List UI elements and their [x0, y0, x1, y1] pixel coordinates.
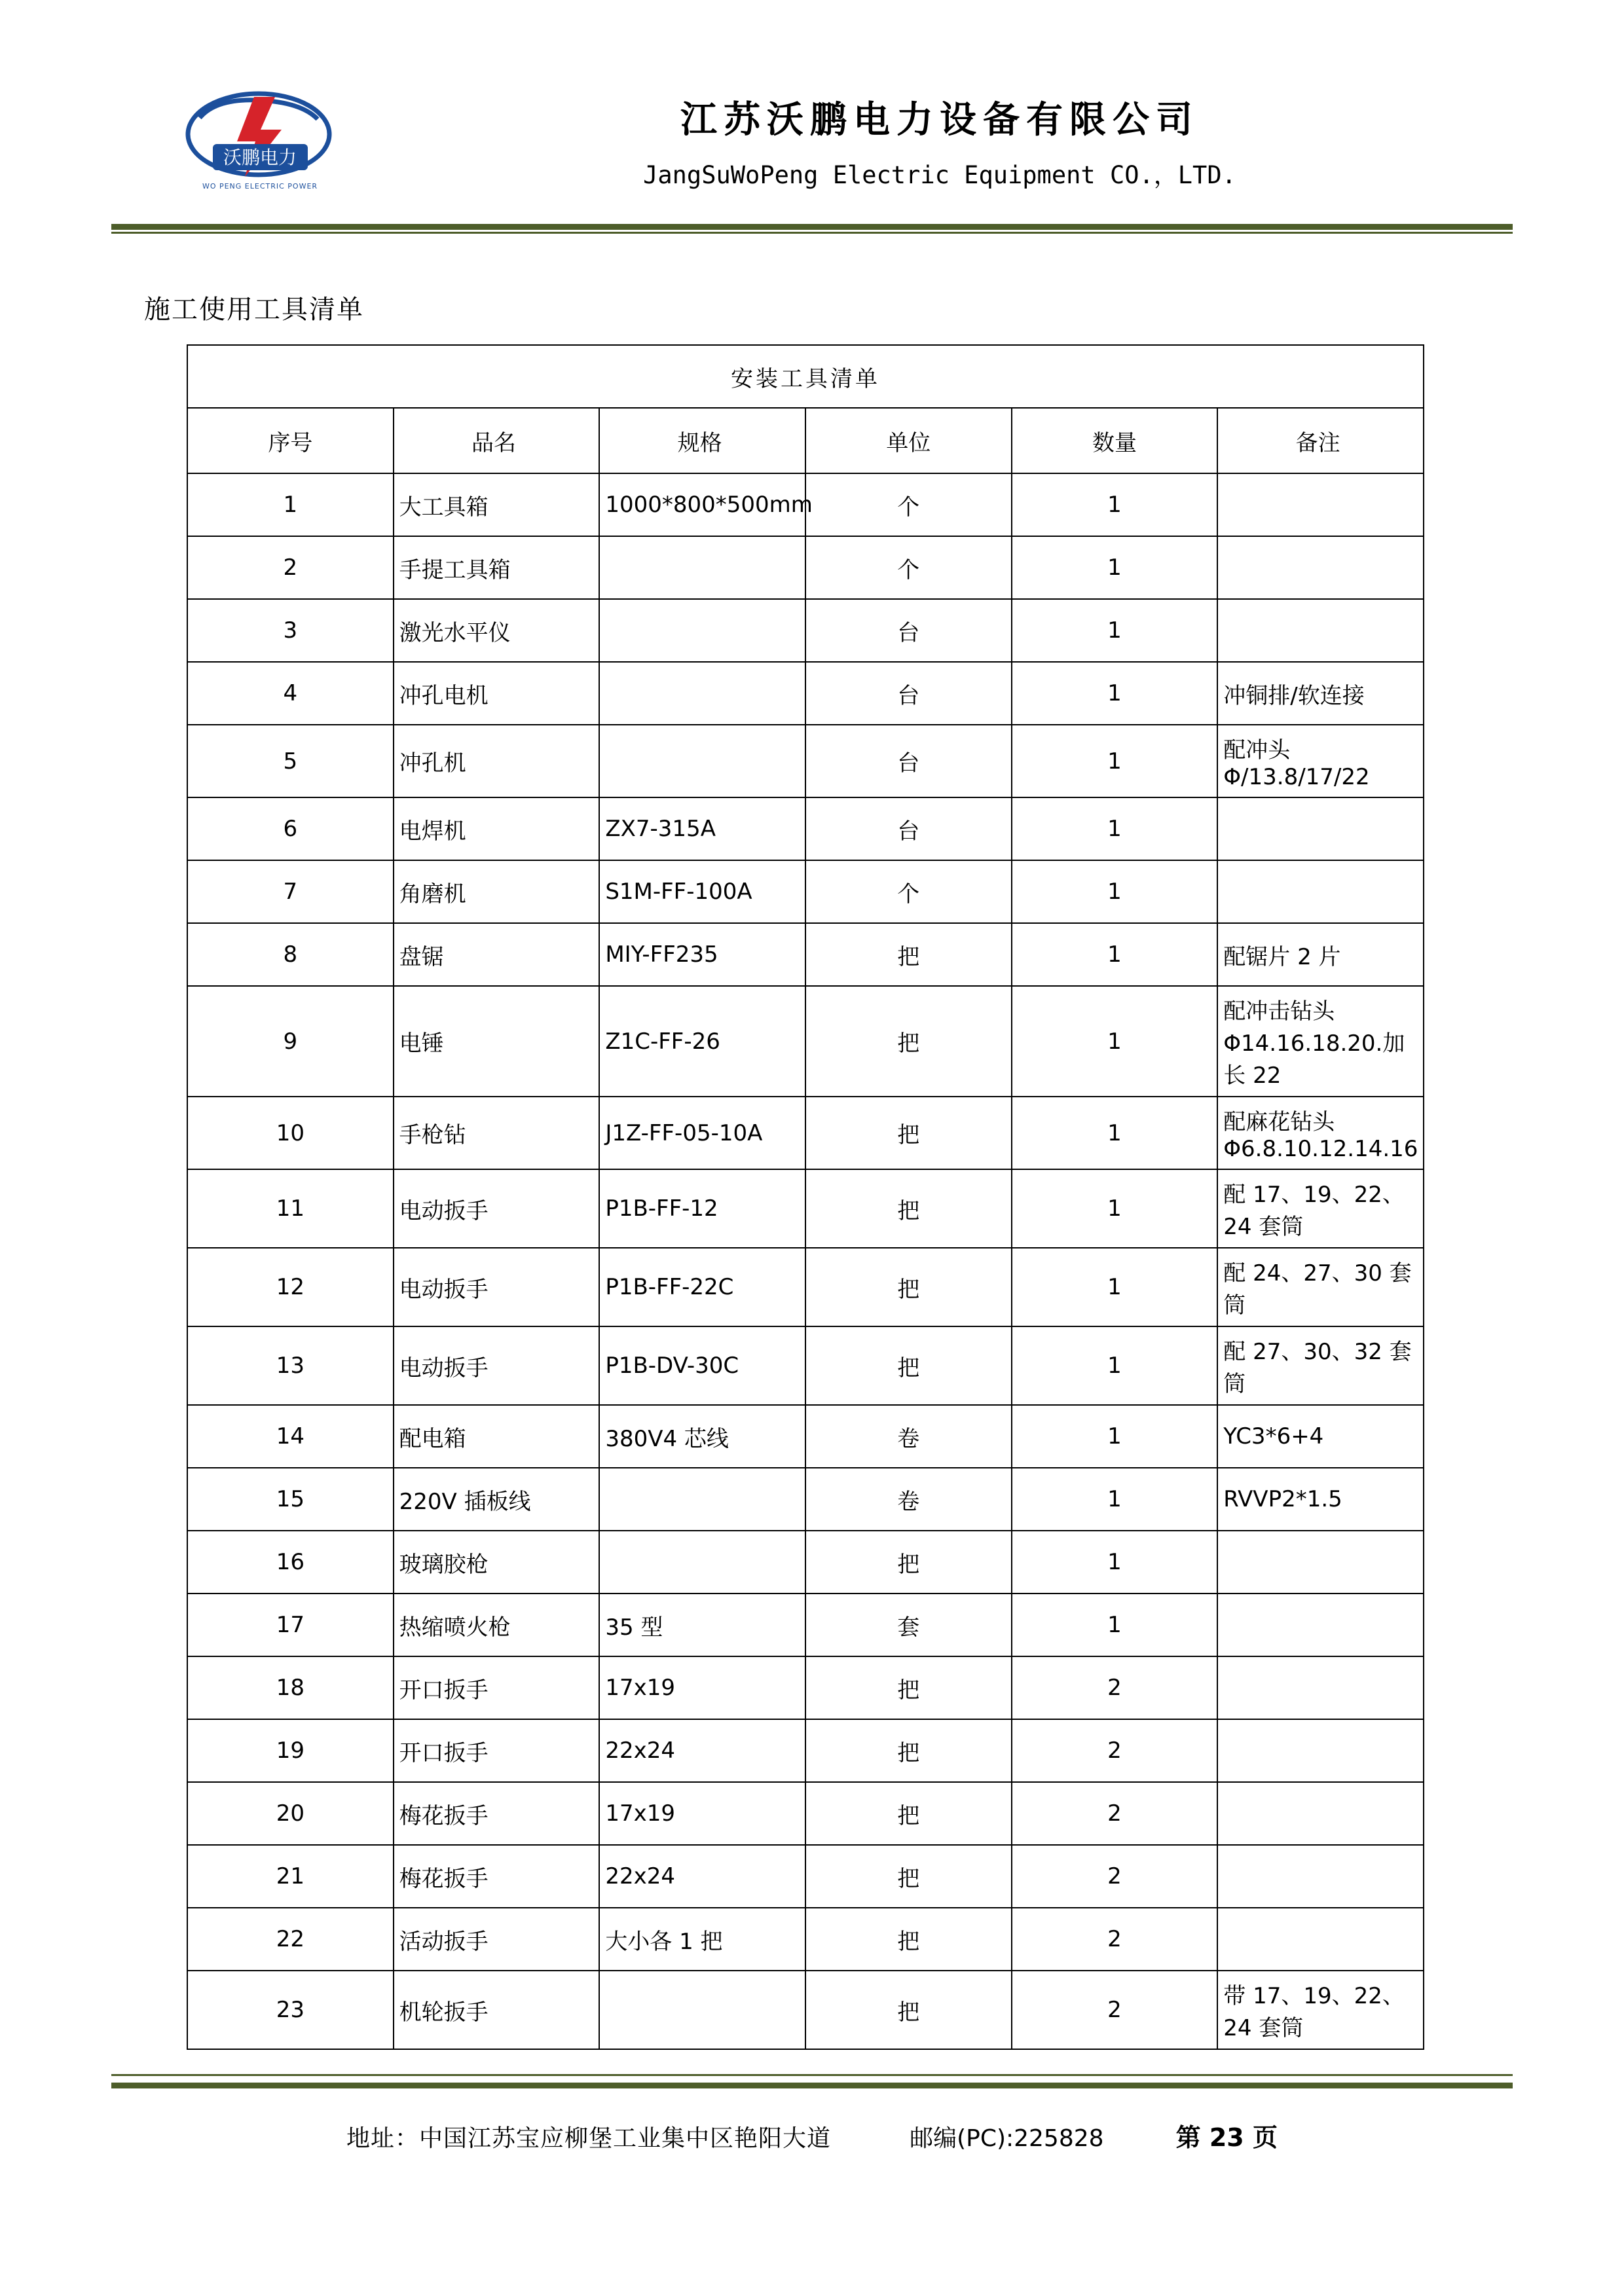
cell-unit: 把: [805, 986, 1012, 1097]
cell-spec: [599, 599, 805, 662]
cell-index: 16: [187, 1531, 394, 1594]
cell-unit: 把: [805, 1908, 1012, 1971]
cell-unit: 把: [805, 923, 1012, 986]
cell-qty: 1: [1012, 1097, 1218, 1169]
cell-qty: 1: [1012, 1594, 1218, 1656]
table-title-row: [187, 345, 1424, 408]
cell-remark: [1217, 1719, 1424, 1782]
table-title: 安装工具清单: [187, 345, 1424, 408]
column-header-qty: 数量: [1012, 408, 1218, 473]
cell-spec: Z1C-FF-26: [599, 986, 805, 1097]
column-header-name: 品名: [394, 408, 600, 473]
cell-spec: [599, 1468, 805, 1531]
cell-unit: 个: [805, 473, 1012, 536]
footer-postcode: 邮编(PC):225828: [910, 2125, 1104, 2152]
page-header: [0, 0, 1624, 210]
table-row: [187, 1248, 1424, 1326]
cell-remark: [1217, 473, 1424, 536]
footer-divider: [111, 2083, 1513, 2088]
table-row: [187, 1468, 1424, 1531]
cell-spec: J1Z-FF-05-10A: [599, 1097, 805, 1169]
column-header-spec: 规格: [599, 408, 805, 473]
cell-qty: 1: [1012, 986, 1218, 1097]
cell-index: 11: [187, 1169, 394, 1248]
cell-spec: [599, 725, 805, 797]
cell-index: 10: [187, 1097, 394, 1169]
cell-unit: 套: [805, 1594, 1012, 1656]
page-footer: [0, 2088, 1624, 2153]
table-row: [187, 599, 1424, 662]
cell-unit: 卷: [805, 1405, 1012, 1468]
cell-qty: 2: [1012, 1908, 1218, 1971]
cell-spec: 22x24: [599, 1719, 805, 1782]
section-title: 施工使用工具清单: [144, 295, 364, 325]
cell-remark: [1217, 599, 1424, 662]
cell-index: 17: [187, 1594, 394, 1656]
cell-name: 配电箱: [394, 1405, 600, 1468]
cell-name: 电动扳手: [394, 1169, 600, 1248]
cell-index: 22: [187, 1908, 394, 1971]
cell-remark: 配锯片 2 片: [1217, 923, 1424, 986]
company-logo: [177, 79, 354, 210]
cell-qty: 2: [1012, 1971, 1218, 2049]
cell-index: 14: [187, 1405, 394, 1468]
table-row: [187, 1169, 1424, 1248]
table-row: [187, 473, 1424, 536]
table-row: [187, 1719, 1424, 1782]
cell-remark: [1217, 860, 1424, 923]
cell-spec: [599, 662, 805, 725]
table-row: [187, 1845, 1424, 1908]
table-row: [187, 1594, 1424, 1656]
cell-index: 8: [187, 923, 394, 986]
cell-remark: 带 17、19、22、24 套筒: [1217, 1971, 1424, 2049]
cell-remark: 配 24、27、30 套筒: [1217, 1248, 1424, 1326]
cell-qty: 1: [1012, 1531, 1218, 1594]
cell-remark: RVVP2*1.5: [1217, 1468, 1424, 1531]
cell-spec: S1M-FF-100A: [599, 860, 805, 923]
cell-unit: 台: [805, 725, 1012, 797]
cell-unit: 把: [805, 1782, 1012, 1845]
cell-qty: 1: [1012, 860, 1218, 923]
cell-name: 开口扳手: [394, 1656, 600, 1719]
cell-spec: P1B-FF-22C: [599, 1248, 805, 1326]
cell-qty: 2: [1012, 1782, 1218, 1845]
cell-name: 手提工具箱: [394, 536, 600, 599]
table-row: [187, 1782, 1424, 1845]
cell-spec: [599, 1531, 805, 1594]
cell-qty: 1: [1012, 599, 1218, 662]
cell-name: 冲孔机: [394, 725, 600, 797]
cell-remark: [1217, 1531, 1424, 1594]
cell-name: 盘锯: [394, 923, 600, 986]
cell-name: 冲孔电机: [394, 662, 600, 725]
cell-unit: 把: [805, 1169, 1012, 1248]
cell-index: 20: [187, 1782, 394, 1845]
cell-qty: 1: [1012, 536, 1218, 599]
cell-qty: 1: [1012, 923, 1218, 986]
cell-remark: [1217, 1908, 1424, 1971]
cell-name: 电锤: [394, 986, 600, 1097]
page-label-suffix: 页: [1252, 2123, 1278, 2152]
table-row: [187, 1405, 1424, 1468]
cell-index: 13: [187, 1326, 394, 1405]
table-row: [187, 1097, 1424, 1169]
table-row: [187, 986, 1424, 1097]
cell-remark: 配冲头 Φ/13.8/17/22: [1217, 725, 1424, 797]
cell-name: 玻璃胶枪: [394, 1531, 600, 1594]
cell-qty: 1: [1012, 662, 1218, 725]
cell-unit: 台: [805, 662, 1012, 725]
cell-unit: 个: [805, 536, 1012, 599]
cell-spec: 35 型: [599, 1594, 805, 1656]
cell-index: 9: [187, 986, 394, 1097]
cell-qty: 1: [1012, 1248, 1218, 1326]
cell-name: 激光水平仪: [394, 599, 600, 662]
cell-remark: 配 17、19、22、24 套筒: [1217, 1169, 1424, 1248]
cell-index: 18: [187, 1656, 394, 1719]
cell-index: 1: [187, 473, 394, 536]
cell-qty: 2: [1012, 1845, 1218, 1908]
table-row: [187, 1908, 1424, 1971]
company-name-cn: 江苏沃鹏电力设备有限公司: [680, 99, 1199, 141]
table-row: [187, 860, 1424, 923]
cell-remark: [1217, 1782, 1424, 1845]
cell-name: 开口扳手: [394, 1719, 600, 1782]
cell-spec: ZX7-315A: [599, 797, 805, 860]
svg-text:WO PENG ELECTRIC POWER: WO PENG ELECTRIC POWER: [202, 182, 318, 191]
page-label-prefix: 第: [1175, 2123, 1201, 2152]
column-header-unit: 单位: [805, 408, 1012, 473]
cell-spec: 380V4 芯线: [599, 1405, 805, 1468]
cell-unit: 把: [805, 1326, 1012, 1405]
cell-name: 热缩喷火枪: [394, 1594, 600, 1656]
cell-spec: P1B-DV-30C: [599, 1326, 805, 1405]
cell-index: 19: [187, 1719, 394, 1782]
cell-name: 电动扳手: [394, 1248, 600, 1326]
cell-remark: 配麻花钻头Φ6.8.10.12.14.16: [1217, 1097, 1424, 1169]
cell-index: 21: [187, 1845, 394, 1908]
cell-name: 手枪钻: [394, 1097, 600, 1169]
cell-remark: [1217, 797, 1424, 860]
table-row: [187, 1531, 1424, 1594]
column-header-remark: 备注: [1217, 408, 1424, 473]
cell-qty: 2: [1012, 1719, 1218, 1782]
company-name-en: JangSuWoPeng Electric Equipment CO.，LTD.: [643, 161, 1236, 189]
table-row: [187, 725, 1424, 797]
cell-index: 7: [187, 860, 394, 923]
cell-name: 梅花扳手: [394, 1782, 600, 1845]
cell-spec: 17x19: [599, 1656, 805, 1719]
cell-unit: 台: [805, 797, 1012, 860]
cell-qty: 2: [1012, 1656, 1218, 1719]
cell-spec: 1000*800*500mm: [599, 473, 805, 536]
tools-table: [187, 344, 1424, 2050]
cell-unit: 把: [805, 1971, 1012, 2049]
cell-name: 大工具箱: [394, 473, 600, 536]
table-row: [187, 797, 1424, 860]
table-row: [187, 536, 1424, 599]
cell-unit: 把: [805, 1531, 1012, 1594]
cell-qty: 1: [1012, 797, 1218, 860]
cell-name: 角磨机: [394, 860, 600, 923]
cell-index: 12: [187, 1248, 394, 1326]
cell-qty: 1: [1012, 473, 1218, 536]
cell-index: 3: [187, 599, 394, 662]
table-row: [187, 1326, 1424, 1405]
footer-address: 地址：中国江苏宝应柳堡工业集中区艳阳大道: [346, 2125, 832, 2152]
cell-spec: 17x19: [599, 1782, 805, 1845]
header-titles: [367, 98, 1493, 191]
svg-text:沃鹏电力: 沃鹏电力: [223, 147, 297, 168]
cell-name: 220V 插板线: [394, 1468, 600, 1531]
column-header-index: 序号: [187, 408, 394, 473]
table-row: [187, 1971, 1424, 2049]
cell-index: 23: [187, 1971, 394, 2049]
cell-remark: 冲铜排/软连接: [1217, 662, 1424, 725]
cell-name: 机轮扳手: [394, 1971, 600, 2049]
cell-unit: 把: [805, 1845, 1012, 1908]
cell-name: 电动扳手: [394, 1326, 600, 1405]
header-divider: [111, 224, 1513, 230]
cell-name: 电焊机: [394, 797, 600, 860]
page-number-value: 23: [1209, 2123, 1244, 2152]
page-number: [1176, 2117, 1278, 2153]
cell-unit: 台: [805, 599, 1012, 662]
cell-remark: 配 27、30、32 套筒: [1217, 1326, 1424, 1405]
table-row: [187, 923, 1424, 986]
table-header-row: [187, 408, 1424, 473]
cell-unit: 个: [805, 860, 1012, 923]
cell-unit: 卷: [805, 1468, 1012, 1531]
cell-index: 15: [187, 1468, 394, 1531]
cell-name: 活动扳手: [394, 1908, 600, 1971]
cell-spec: [599, 1971, 805, 2049]
cell-unit: 把: [805, 1248, 1012, 1326]
cell-unit: 把: [805, 1719, 1012, 1782]
cell-remark: [1217, 1594, 1424, 1656]
cell-spec: 22x24: [599, 1845, 805, 1908]
cell-qty: 1: [1012, 1169, 1218, 1248]
cell-qty: 1: [1012, 1405, 1218, 1468]
cell-spec: 大小各 1 把: [599, 1908, 805, 1971]
cell-spec: [599, 536, 805, 599]
cell-index: 5: [187, 725, 394, 797]
cell-remark: [1217, 536, 1424, 599]
cell-remark: YC3*6+4: [1217, 1405, 1424, 1468]
cell-name: 梅花扳手: [394, 1845, 600, 1908]
cell-qty: 1: [1012, 725, 1218, 797]
table-row: [187, 1656, 1424, 1719]
cell-index: 2: [187, 536, 394, 599]
cell-unit: 把: [805, 1097, 1012, 1169]
cell-index: 4: [187, 662, 394, 725]
cell-unit: 把: [805, 1656, 1012, 1719]
cell-index: 6: [187, 797, 394, 860]
document-body: [0, 230, 1624, 2050]
cell-remark: [1217, 1656, 1424, 1719]
cell-spec: MIY-FF235: [599, 923, 805, 986]
table-row: [187, 662, 1424, 725]
cell-qty: 1: [1012, 1326, 1218, 1405]
cell-remark: [1217, 1845, 1424, 1908]
cell-qty: 1: [1012, 1468, 1218, 1531]
cell-remark: 配冲击钻头Φ14.16.18.20.加长 22: [1217, 986, 1424, 1097]
cell-spec: P1B-FF-12: [599, 1169, 805, 1248]
